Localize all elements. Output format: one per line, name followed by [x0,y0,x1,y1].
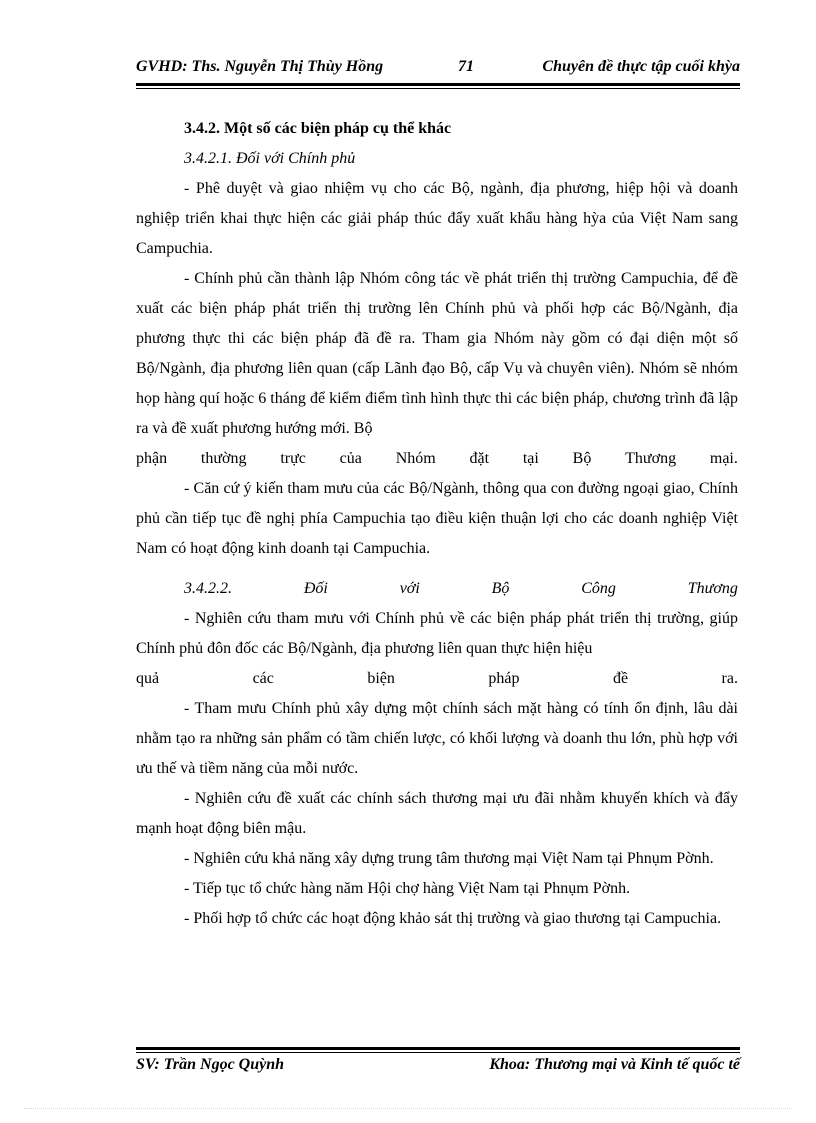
justified-line [136,664,738,694]
word: phận [136,450,168,467]
justified-line [136,444,738,474]
paragraph: - Phối hợp tổ chức các hoạt động khảo sát thị trường và giao thương tại Campuchia. [184,910,722,927]
word: đặt [469,450,490,467]
student-name: SV: Trần Ngọc Quỳnh [136,1056,285,1073]
word: pháp [488,670,520,687]
paragraph: - Tiếp tục tổ chức hàng năm Hội chợ hàng Việt Nam tại Phnụm Pờnh. [184,880,631,897]
header-divider-thick [136,83,740,86]
paragraph: - Nghiên cứu tham mưu với Chính phủ về các biện pháp phát triển thị trường, giúp Chính phủ đôn đốc các Bộ/Ngành, địa phương liên quan thực hiện hiệu [136,610,738,657]
word: đề [612,670,629,687]
page-header [136,58,740,82]
paragraph: - Căn cứ ý kiến tham mưu của các Bộ/Ngành, thông qua con đường ngoại giao, Chính phủ cần tiếp tục đề nghị phía Campuchia tạo điều kiện thuận lợi cho các doanh nghiệp Việt Nam có hoạt động kinh doanh tại Campuchia. [136,480,738,557]
word: tại [522,450,539,467]
word: với [399,580,420,597]
section-heading: 3.4.2. Một số các biện pháp cụ thể khác [184,120,452,137]
word: các [252,670,274,687]
paragraph: - Phê duyệt và giao nhiệm vụ cho các Bộ, ngành, địa phương, hiệp hội và doanh nghiệp triển khai thực hiện các giải pháp thúc đẩy xuất khẩu hàng hỳa của Việt Nam sang Campuchia. [136,180,738,257]
paragraph: - Nghiên cứu khả năng xây dựng trung tâm thương mại Việt Nam tại Phnụm Pờnh. [184,850,714,867]
word: của [339,450,362,467]
word: Bộ [572,450,592,467]
page-footer [136,1056,740,1080]
footer-divider-thick [136,1047,740,1050]
word: biện [367,670,395,687]
paragraph: - Nghiên cứu đề xuất các chính sách thương mại ưu đãi nhằm khuyến khích và đẩy mạnh hoạt động biên mậu. [136,790,738,837]
word: Công [581,580,616,597]
word: Nhóm [395,450,436,467]
word: thường [200,450,247,467]
paragraph: - Chính phủ cần thành lập Nhóm công tác về phát triển thị trường Campuchia, để đề xuất các biện pháp phát triển thị trường lên Chính phủ và phối hợp các Bộ/Ngành, địa phương thực thi các biện pháp đã đề ra. Tham gia Nhóm này gồm có đại diện một số Bộ/Ngành, địa phương liên quan (cấp Lãnh đạo Bộ, cấp Vụ và chuyên viên). Nhóm sẽ nhóm họp hàng quí hoặc 6 tháng để kiểm điểm tình hình thực thi các biện pháp, chương trình đã lập ra và đề xuất phương hướng mới. Bộ [136,270,738,437]
header-divider-thin [136,88,740,89]
word: mại. [709,450,738,467]
subsection-heading-government: 3.4.2.1. Đối với Chính phủ [184,150,356,167]
word: trực [280,450,306,467]
word: Bộ [491,580,510,597]
page-number: 71 [458,58,474,75]
advisor-name: GVHD: Ths. Nguyễn Thị Thùy Hồng [136,58,384,75]
word: 3.4.2.2. [184,580,232,597]
word: ra. [721,670,738,687]
page-edge-divider [24,1108,792,1109]
faculty-name: Khoa: Thương mại và Kinh tế quốc tế [489,1056,740,1073]
word: Thương [687,580,738,597]
paragraph: - Tham mưu Chính phủ xây dựng một chính sách mặt hàng có tính ổn định, lâu dài nhằm tạo ra những sản phẩm có tầm chiến lược, có khối lượng và doanh thu lớn, phù hợp với ưu thế và tiềm năng của mỗi nước. [136,700,738,777]
report-title: Chuyên đề thực tập cuối khỳa [542,58,740,75]
page-body [136,114,738,934]
subsection-heading-ministry [136,574,738,604]
word: Thương [625,450,677,467]
word: quả [136,670,160,687]
footer-divider-thin [136,1052,740,1053]
word: Đối [303,580,328,597]
